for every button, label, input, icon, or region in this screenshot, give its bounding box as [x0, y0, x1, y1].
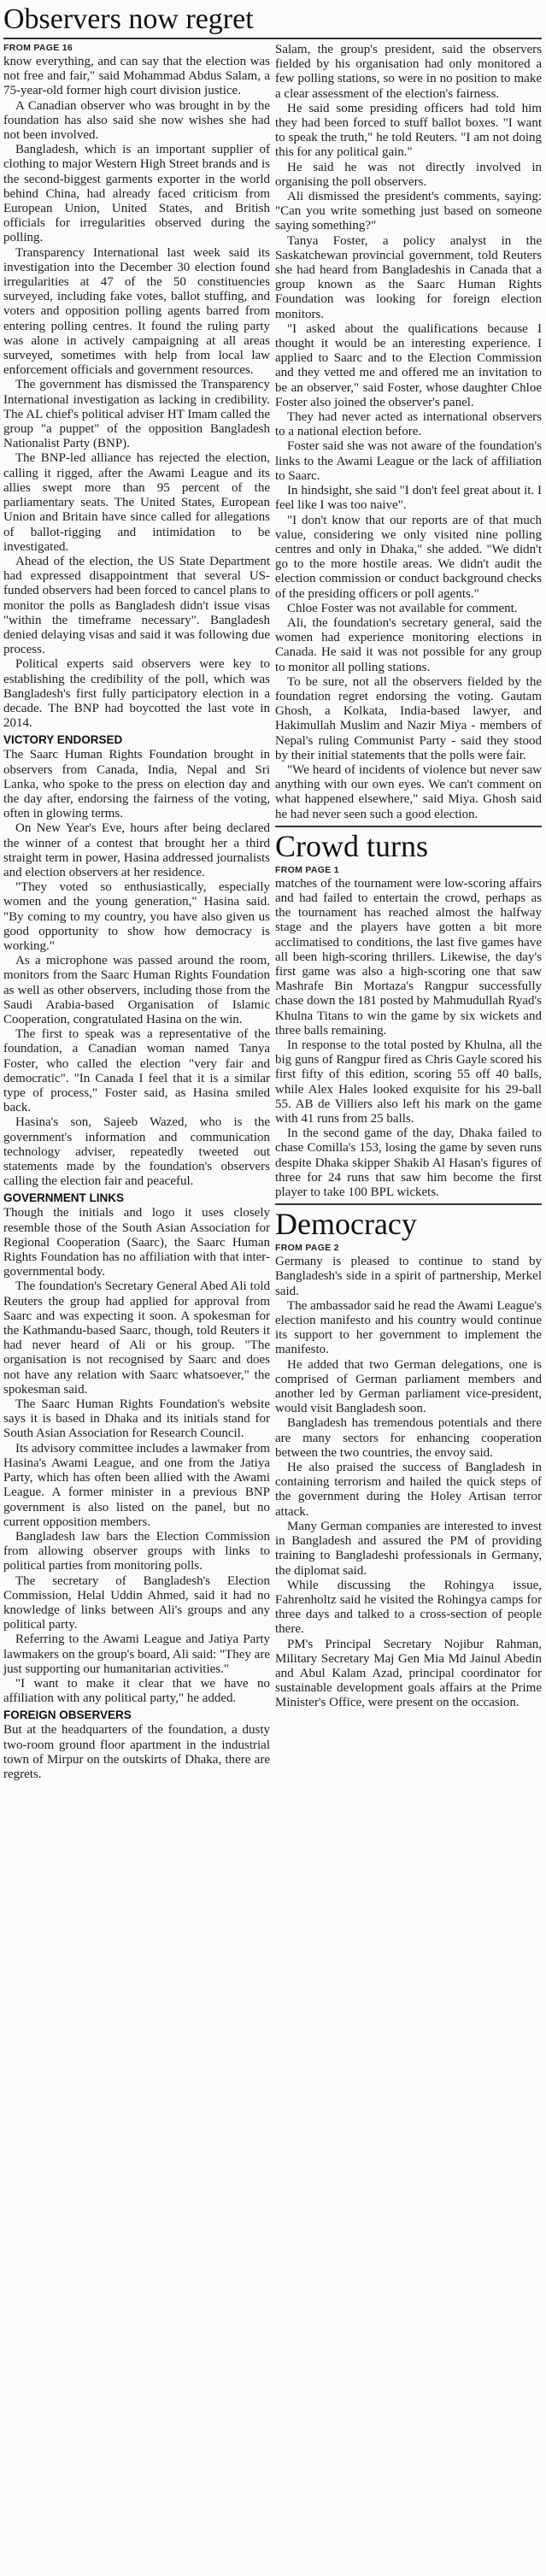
story-paragraph: While discussing the Rohingya issue, Fahrenholtz said he visited the Rohingya camps for three days and talked to a cross-section of people there.	[275, 1578, 542, 1637]
subhead-foreign-observers: FOREIGN OBSERVERS	[3, 1709, 132, 1722]
right-column	[275, 43, 542, 1711]
story-paragraph: know everything, and can say that the election was not free and fair," said Mohammad Abdus Salam, a 75-year-old former high court division justice.	[3, 55, 270, 98]
main-story-kicker: FROM PAGE 16	[3, 43, 73, 53]
story-paragraph: But at the headquarters of the foundation, a dusty two-room ground floor apartment in the industrial town of Mirpur on the outskirts of Dhaka, there are regrets.	[3, 1723, 270, 1781]
story-paragraph: He said some presiding officers had told him they had been forced to stuff ballot boxes. "I want to speak the truth," he told Reuters. "I am not doing this for any political gain."	[275, 101, 542, 160]
story-paragraph: "We heard of incidents of violence but never saw anything with our own eyes. We can't comment on what happened elsewhere," said Miya. Ghosh said he had never seen such a good election.	[275, 762, 542, 821]
story-paragraph: In the second game of the day, Dhaka failed to chase Comilla's 153, losing the game by seven runs despite Dhaka skipper Shakib Al Hasan's figures of three for 24 runs that saw him become the first player to take 100 BPL wickets.	[275, 1126, 542, 1200]
story-paragraph: Ali, the foundation's secretary general, said the women had experience monitoring elections in Canada. He said it was not possible for any group to monitor all polling stations.	[275, 615, 542, 674]
story-paragraph: Referring to the Awami League and Jatiya Party lawmakers on the group's board, Ali said: "They are just supporting our humanitarian activities."	[3, 1632, 270, 1676]
story-paragraph: On New Year's Eve, hours after being declared the winner of a contest that brought her a third straight term in power, Hasina addressed journalists and election observers at her residence.	[3, 821, 270, 879]
story-paragraph: "I don't know that our reports are of that much value, considering we only visited nine polling centres and only in Dhaka," she added. "We didn't go to the more hostile areas. We didn't audit the election commission or conduct background checks of the presiding officers or poll agents."	[275, 513, 542, 601]
story-paragraph: Many German companies are interested to invest in Bangladesh and assured the PM of providing training to Bangladeshi professionals in Germany, the diplomat said.	[275, 1519, 542, 1578]
story-paragraph: The Saarc Human Rights Foundation brought in observers from Canada, India, Nepal and Sri Lanka, who spoke to the press on election day and the day after, endorsing the fairness of the voting, often in glowing terms.	[3, 748, 270, 821]
headline-rule	[3, 38, 542, 39]
crowd-turns-headline: Crowd turns	[275, 826, 542, 863]
democracy-story-kicker: FROM PAGE 2	[275, 1243, 339, 1254]
story-paragraph: The first to speak was a representative of the foundation, a Canadian woman named Tanya Foster, who called the election "very fair and democratic". "In Canada I feel that it is a similar type of process," Foster said, as Hasina smiled back.	[3, 1027, 270, 1115]
story-paragraph: Political experts said observers were key to establishing the credibility of the poll, which was Bangladesh's first fully participatory election in a decade. The BNP had boycotted the last vote in 2014.	[3, 657, 270, 731]
left-column	[3, 43, 270, 1782]
story-paragraph: PM's Principal Secretary Nojibur Rahman, Military Secretary Maj Gen Mia Md Jainul Abedin and Abul Kalam Azad, principal coordinator for sustainable development goals affairs at the Prime Minister's Office, were present on the occasion.	[275, 1637, 542, 1710]
story-paragraph: The ambassador said he read the Awami League's election manifesto and his country would continue its support to her government to implement the manifesto.	[275, 1298, 542, 1357]
story-paragraph: Its advisory committee includes a lawmaker from Hasina's Awami League, and one from the Jatiya Party, which has often been allied with the Awami League. A former minister in a previous BNP government is also listed on the panel, but no current opposition members.	[3, 1441, 270, 1529]
story-paragraph: Hasina's son, Sajeeb Wazed, who is the government's information and communication technology adviser, repeatedly tweeted out statements made by the foundation's observers calling the election fair and peaceful.	[3, 1115, 270, 1189]
story-paragraph: To be sure, not all the observers fielded by the foundation regret endorsing the voting. Gautam Ghosh, a Kolkata, India-based lawyer, and Hakimullah Muslim and Nazir Miya - members of Nepal's ruling Communist Party - said they stood by their initial statements that the polls were fair.	[275, 674, 542, 762]
story-paragraph: A Canadian observer who was brought in by the foundation has also said she now wishes she had not been involved.	[3, 98, 270, 143]
crowd-story-kicker: FROM PAGE 1	[275, 864, 339, 875]
story-paragraph: "I want to make it clear that we have no affiliation with any political party," he added.	[3, 1676, 270, 1706]
story-paragraph: Ahead of the election, the US State Department had expressed disappointment that several US-funded observers had been forced to cancel plans to monitor the polls as Bangladesh didn't issue visas "within the timeframe necessary". Bangladesh denied delaying visas and said it was following due process.	[3, 554, 270, 657]
story-paragraph: Salam, the group's president, said the observers fielded by his organisation had only monitored a few polling stations, so were in no position to make a clear assessment of the election's fairness.	[275, 43, 542, 101]
story-paragraph: Transparency International last week said its investigation into the December 30 election found irregularities at 47 of the 50 constituencies surveyed, including fake votes, ballot stuffing, and voters and opposition polling agents barred from entering polling centres. It found the ruling party was alone in actively campaigning at all areas surveyed, sometimes with help from local law enforcement officials and government resources.	[3, 245, 270, 378]
story-paragraph: As a microphone was passed around the room, monitors from the Saarc Human Rights Foundation as well as other observers, including those from the Saudi Arabia-based Organisation of Islamic Cooperation, congratulated Hasina on the win.	[3, 954, 270, 1026]
story-paragraph: matches of the tournament were low-scoring affairs and had failed to entertain the crowd, perhaps as the tournament has reached almost the halfway stage and the players have gotten a bit more acclimatised to conditions, the last five games have all been high-scoring thrillers. Likewise, the day's first game was also a high-scoring one that saw Mashrafe Bin Mortaza's Rangpur successfully chase down the 181 posted by Mahmudullah Ryad's Khulna Titans to win the game by six wickets and three balls remaining.	[275, 876, 542, 1038]
story-paragraph: They had never acted as international observers to a national election before.	[275, 410, 542, 439]
story-paragraph: "I asked about the qualifications because I thought it would be an interesting experience. I applied to Saarc and to the Election Commission and they vetted me and offered me an invitation to be an observer," said Foster, whose daughter Chloe Foster also joined the observer's panel.	[275, 321, 542, 409]
story-paragraph: The secretary of Bangladesh's Election Commission, Helal Uddin Ahmed, said it had no knowledge of links between Ali's groups and any political party.	[3, 1573, 270, 1632]
story-paragraph: Foster said she was not aware of the foundation's links to the Awami League or the lack of affiliation to Saarc.	[275, 439, 542, 483]
subhead-government-links: GOVERNMENT LINKS	[3, 1191, 125, 1205]
subhead-victory-endorsed: VICTORY ENDORSED	[3, 733, 123, 747]
democracy-headline: Democracy	[275, 1203, 542, 1241]
story-paragraph: Chloe Foster was not available for comment.	[287, 601, 518, 615]
story-paragraph: Ali dismissed the president's comments, saying: "Can you write something just based on someone saying something?"	[275, 190, 542, 233]
story-paragraph: Germany is pleased to continue to stand by Bangladesh's side in a spirit of partnership, Merkel said.	[275, 1255, 542, 1298]
story-paragraph: Though the initials and logo it uses closely resemble those of the South Asian Association for Regional Cooperation (Saarc), the Saarc Human Rights Foundation has no affiliation with that inter-governmental body.	[3, 1206, 270, 1279]
main-headline: Observers now regret	[3, 3, 254, 35]
story-paragraph: The government has dismissed the Transparency International investigation as lacking in credibility. The AL chief's political adviser HT Imam called the group "a puppet" of the opposition Bangladesh Nationalist Party (BNP).	[3, 378, 270, 451]
story-paragraph: Bangladesh has tremendous potentials and there are many sectors for enhancing cooperation between the two countries, the envoy said.	[275, 1416, 542, 1460]
story-paragraph: He said he was not directly involved in organising the poll observers.	[275, 160, 542, 189]
story-paragraph: The BNP-led alliance has rejected the election, calling it rigged, after the Awami League and its allies swept more than 95 percent of the parliamentary seats. The United States, European Union and Britain have since called for allegations of ballot-rigging and intimidation to be investigated.	[3, 451, 270, 554]
story-paragraph: He added that two German delegations, one is comprised of German parliament members and another led by German parliament vice-president, would visit Bangladesh soon.	[275, 1357, 542, 1416]
story-paragraph: "They voted so enthusiastically, especially women and the young generation," Hasina said. "By coming to my country, you have also given us good opportunity to show how democracy is working."	[3, 880, 270, 953]
story-paragraph: Bangladesh law bars the Election Commission from allowing observer groups with links to political parties from monitoring polls.	[3, 1529, 270, 1573]
story-paragraph: The Saarc Human Rights Foundation's website says it is based in Dhaka and its initials stand for South Asian Association for Research Council.	[3, 1397, 270, 1441]
story-paragraph: Bangladesh, which is an important supplier of clothing to major Western High Street brands and is the second-biggest garments exporter in the world behind China, had already faced criticism from European Union, United States, and British officials for irregularities observed during the polling.	[3, 143, 270, 245]
story-paragraph: In response to the total posted by Khulna, all the big guns of Rangpur fired as Chris Gayle scored his first fifty of this edition, scoring 55 off 40 balls, while Alex Hales looked exquisite for his 29-ball 55. AB de Villiers also left his mark on the game with 41 runs from 25 balls.	[275, 1038, 542, 1126]
story-paragraph: Tanya Foster, a policy analyst in the Saskatchewan provincial government, told Reuters she had heard from Bangladeshis in Canada that a group known as the Saarc Human Rights Foundation was looking for foreign election monitors.	[275, 233, 542, 321]
story-paragraph: The foundation's Secretary General Abed Ali told Reuters the group had applied for approval from Saarc and was expecting it soon. A spokesman for the Kathmandu-based Saarc, though, told Reuters it had never heard of Ali or his group. "The organisation is not recognised by Saarc and does not have any relation with Saarc whatsoever," the spokesman said.	[3, 1279, 270, 1397]
story-paragraph: He also praised the success of Bangladesh in containing terrorism and hailed the quick steps of the government during the Holey Artisan terror attack.	[275, 1461, 542, 1519]
story-paragraph: In hindsight, she said "I don't feel great about it. I feel like I was too naive".	[275, 484, 542, 513]
